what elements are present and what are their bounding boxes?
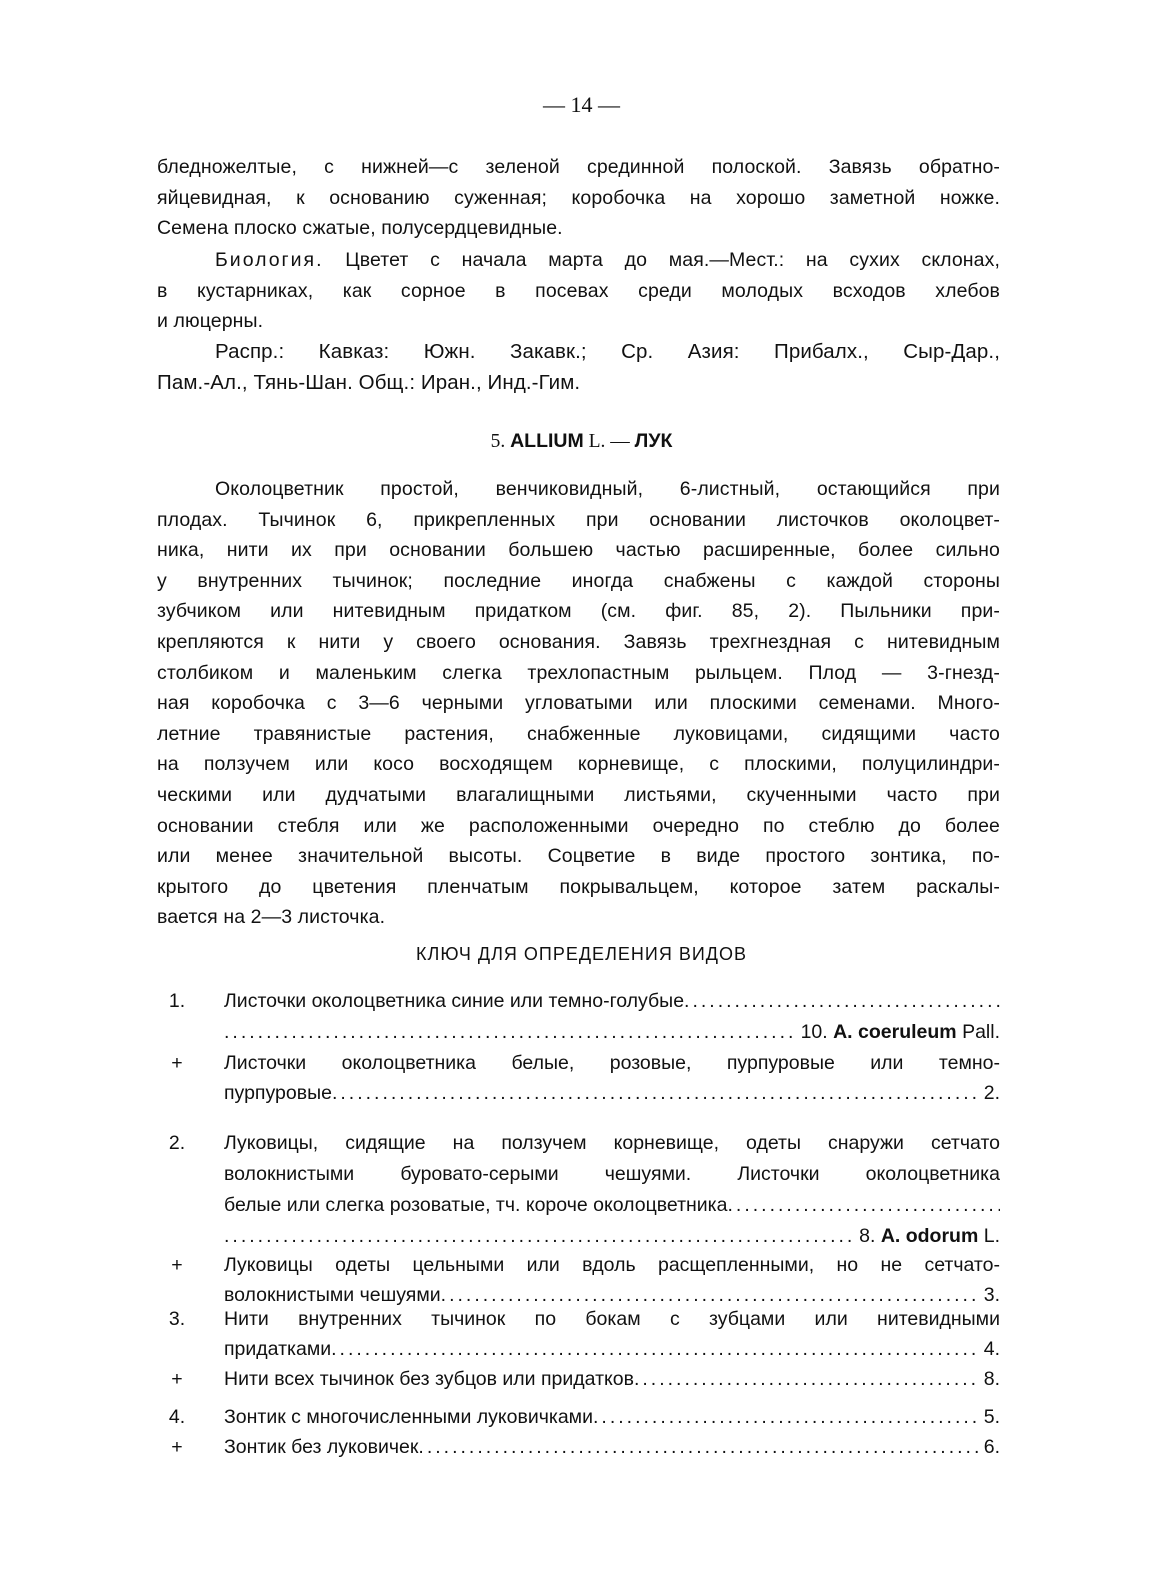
key-text: Луковицы, сидящие на ползучем корневище, одеты снаружи сетчато (224, 1132, 1000, 1154)
genus-latin-name: ALLIUM (510, 430, 584, 452)
key-ref-number: 8. (859, 1225, 876, 1247)
text-line: бледножелтые, с нижней—с зеленой срединной полоской. Завязь обратно- (157, 156, 1000, 178)
key-entry-result (160, 1221, 1000, 1251)
leader-dots (224, 1017, 797, 1047)
key-text-content: Нити всех тычинок без зубцов или придатков (224, 1368, 634, 1390)
genus-heading (0, 430, 1163, 453)
text-line: в кустарниках, как сорное в посевах среди молодых всходов хлебов (157, 279, 1000, 302)
leader-dots (634, 1364, 980, 1394)
species-name: A. coeruleum (833, 1021, 957, 1043)
key-entry (160, 1250, 1000, 1280)
key-text (224, 986, 1000, 1016)
key-ref-number: 6. (983, 1436, 1000, 1458)
genus-description (157, 474, 1000, 933)
key-entry (160, 1432, 1000, 1462)
genus-author: L. — (588, 431, 630, 452)
key-species-ref (797, 1017, 1000, 1047)
text-line: Околоцветник простой, венчиковидный, 6-листный, остающийся при (215, 478, 1000, 500)
key-entry (160, 1304, 1000, 1334)
key-text-content: белые или слегка розоватые, тч. короче околоцветника (224, 1194, 728, 1216)
key-entry-result (160, 1334, 1000, 1364)
key-text: Нити внутренних тычинок по бокам с зубцами или нитевидными (224, 1308, 1000, 1330)
text-line: вается на 2—3 листочка. (157, 906, 386, 929)
key-alt-marker: + (171, 1368, 183, 1390)
key-result (224, 1221, 1000, 1251)
species-author: Pall. (962, 1021, 1000, 1043)
key-entry (160, 1159, 1000, 1189)
key-result (224, 1334, 1000, 1364)
text-line: ника, нити их при основании большею частью расширенные, более сильно (157, 539, 1000, 562)
leader-dots (224, 1221, 855, 1251)
text-line: и люцерны. (157, 310, 264, 333)
key-alt-marker: + (171, 1052, 183, 1074)
key-number: 3. (168, 1308, 186, 1330)
key-text-content: придатками (224, 1338, 332, 1360)
key-text: волокнистыми буровато-серыми чешуями. Листочки околоцветника (224, 1163, 1000, 1185)
key-entry-result (160, 1017, 1000, 1047)
key-ref-number: 8. (983, 1368, 1000, 1390)
genus-number: 5. (490, 431, 506, 452)
text-line: зубчиком или нитевидным придатком (см. фиг. 85, 2). Пыльники при- (157, 600, 1000, 623)
text-line: яйцевидная, к основанию суженная; коробочка на хорошо заметной ножке. (157, 186, 1000, 209)
text-line: ческими или дудчатыми влагалищными листьями, скученными часто при (157, 783, 1000, 806)
biology-text: Цветет с начала марта до мая.—Мест.: на сухих склонах, (345, 249, 1000, 271)
key-ref-number: 5. (983, 1406, 1000, 1428)
text-line: Семена плоско сжатые, полусердцевидные. (157, 217, 563, 240)
key-entry (160, 1128, 1000, 1158)
text-line: у внутренних тычинок; последние иногда снабжены с каждой стороны (157, 569, 1000, 592)
key-entry (160, 1402, 1000, 1432)
text-line: крепляются к нити у своего основания. Завязь трехгнездная с нитевидным (157, 630, 1000, 653)
key-result (224, 1402, 1000, 1432)
text-line: крытого до цветения пленчатым покрывальцем, которое затем раскалы- (157, 875, 1000, 898)
key-ref-number: 4. (983, 1338, 1000, 1360)
key-text-content: волокнистыми чешуями (224, 1284, 441, 1306)
biology-label: Биология. (215, 249, 324, 271)
text-line (157, 245, 1000, 276)
key-text (224, 1190, 1000, 1220)
leader-dots (332, 1078, 980, 1108)
page-number: — 14 — (543, 92, 620, 117)
text-line: основании стебля или же расположенными очередно по стеблю до более (157, 814, 1000, 837)
key-text-content: Листочки околоцветника синие или темно-голубые (224, 990, 685, 1012)
key-entry (160, 1364, 1000, 1394)
key-text: Луковицы одеты цельными или вдоль расщепленными, но не сетчато- (224, 1254, 1000, 1276)
text-line: Распр.: Кавказ: Южн. Закавк.; Ср. Азия: Прибалх., Сыр-Дар., (215, 340, 1000, 363)
key-number: 2. (168, 1132, 186, 1154)
key-result (224, 1078, 1000, 1108)
key-result (224, 1017, 1000, 1047)
paragraph-distribution (157, 337, 1000, 398)
text-line: плодах. Тычинок 6, прикрепленных при основании листочков околоцвет- (157, 508, 1000, 531)
key-text-content: Зонтик без луковичек (224, 1436, 419, 1458)
text-line: на ползучем или косо восходящем корневище, с плоскими, полуцилиндри- (157, 753, 1000, 776)
genus-russian-name: ЛУК (634, 430, 673, 452)
text-line: ная коробочка с 3—6 черными угловатыми или плоскими семенами. Много- (157, 692, 1000, 715)
key-alt-marker: + (171, 1254, 183, 1276)
key-entry (160, 1048, 1000, 1078)
paragraph-biology (157, 245, 1000, 337)
text-line: столбиком и маленьким слегка трехлопастным рыльцем. Плод — 3-гнезд- (157, 661, 1000, 684)
leader-dots (418, 1432, 979, 1462)
text-line: летние травянистые растения, снабженные луковицами, сидящими часто (157, 722, 1000, 745)
key-text-content: Зонтик с многочисленными луковичками (224, 1406, 593, 1428)
key-ref-number: 3. (983, 1284, 1000, 1306)
key-number: 1. (168, 990, 186, 1012)
key-ref-number: 2. (983, 1082, 1000, 1104)
key-entry-result (160, 1078, 1000, 1108)
species-name: A. odorum (880, 1225, 979, 1247)
leader-dots (684, 986, 1000, 1016)
text-line: Пам.-Ал., Тянь-Шан. Общ.: Иран., Инд.-Гим. (157, 370, 581, 394)
species-author: L. (983, 1225, 1000, 1247)
key-alt-marker: + (171, 1436, 183, 1458)
key-text-content: пурпуровые (224, 1082, 332, 1104)
leader-dots (331, 1334, 980, 1364)
leader-dots (593, 1402, 980, 1432)
key-species-ref (855, 1221, 1000, 1251)
leader-dots (727, 1190, 1000, 1220)
key-text: Листочки околоцветника белые, розовые, пурпуровые или темно- (224, 1052, 1000, 1074)
key-entry (160, 986, 1000, 1016)
key-entry (160, 1190, 1000, 1220)
key-result (224, 1432, 1000, 1462)
key-ref-number: 10. (800, 1021, 828, 1043)
text-line: или менее значительной высоты. Соцветие в виде простого зонтика, по- (157, 845, 1000, 868)
key-number: 4. (168, 1406, 186, 1428)
key-result (224, 1364, 1000, 1394)
key-title: КЛЮЧ ДЛЯ ОПРЕДЕЛЕНИЯ ВИДОВ (416, 944, 747, 964)
paragraph-continuation (157, 152, 1000, 244)
